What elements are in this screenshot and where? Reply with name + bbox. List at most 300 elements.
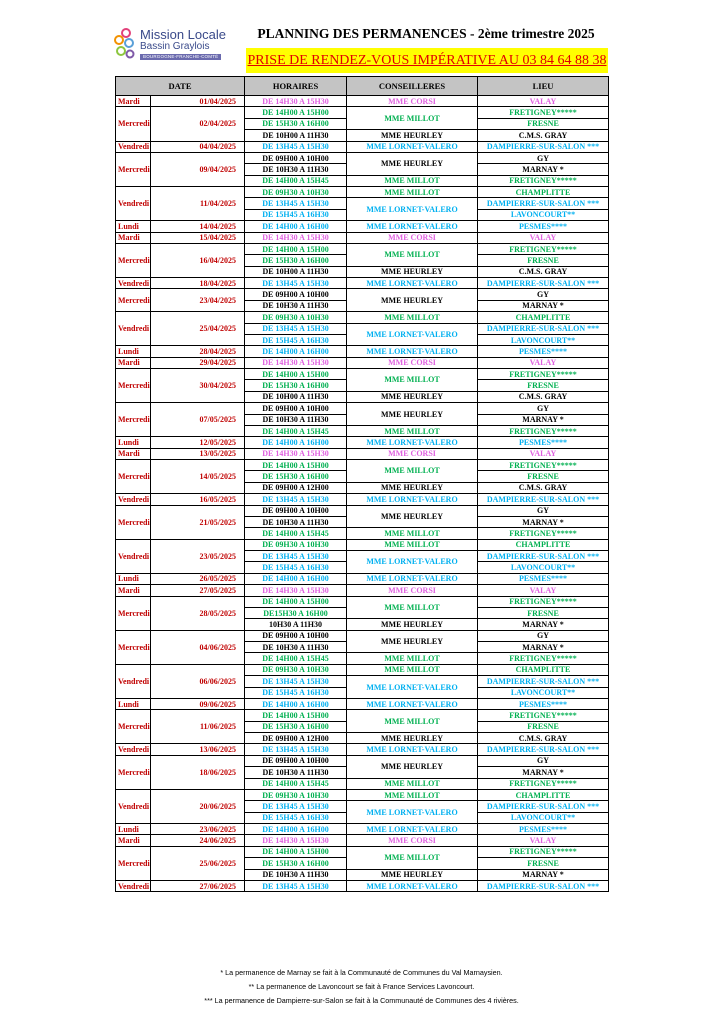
date-cell: 24/06/2025 [151,835,245,846]
day-cell: Vendredi [116,187,151,221]
counselor-cell: MME MILLOT [347,846,478,869]
hours-cell: DE 10H00 A 11H30 [245,266,347,277]
hours-cell: DE 09H00 A 12H00 [245,482,347,493]
day-cell: Lundi [116,346,151,357]
hours-cell: DE 15H30 A 16H00 [245,721,347,732]
day-cell: Vendredi [116,278,151,289]
logo-region: BOURGOGNE-FRANCHE-COMTÉ [140,54,221,60]
schedule-table [115,76,609,892]
location-cell: FRETIGNEY***** [478,425,609,436]
hours-cell: DE 14H00 A 16H00 [245,698,347,709]
location-cell: FRETIGNEY***** [478,243,609,254]
table-row [116,505,609,516]
counselor-cell: MME HEURLEY [347,755,478,778]
location-cell: DAMPIERRE-SUR-SALON *** [478,880,609,891]
table-row [116,107,609,118]
day-cell: Vendredi [116,312,151,346]
location-cell: CHAMPLITTE [478,789,609,800]
counselor-cell: MME MILLOT [347,528,478,539]
table-row [116,312,609,323]
hours-cell: DE 09H00 A 10H00 [245,755,347,766]
counselor-cell: MME LORNET-VALERO [347,141,478,152]
date-cell: 18/04/2025 [151,278,245,289]
table-row [116,448,609,459]
location-cell: PESMES**** [478,698,609,709]
date-cell: 28/05/2025 [151,596,245,630]
location-cell: VALAY [478,357,609,368]
location-cell: VALAY [478,448,609,459]
hours-cell: DE 09H00 A 10H00 [245,152,347,163]
day-cell: Mercredi [116,630,151,664]
counselor-cell: MME CORSI [347,835,478,846]
location-cell: DAMPIERRE-SUR-SALON *** [478,323,609,334]
hours-cell: DE 13H45 A 15H30 [245,551,347,562]
table-row [116,710,609,721]
counselor-cell: MME MILLOT [347,778,478,789]
hours-cell: DE 13H45 A 15H30 [245,801,347,812]
hours-cell: DE 14H00 A 16H00 [245,221,347,232]
day-cell: Vendredi [116,664,151,698]
location-cell: PESMES**** [478,221,609,232]
table-row [116,880,609,891]
location-cell: PESMES**** [478,346,609,357]
hours-cell: DE 09H00 A 10H00 [245,403,347,414]
counselor-cell: MME LORNET-VALERO [347,494,478,505]
hours-cell: DE 13H45 A 15H30 [245,198,347,209]
date-cell: 23/06/2025 [151,824,245,835]
table-row [116,596,609,607]
counselor-cell: MME MILLOT [347,175,478,186]
hours-cell: DE 14H00 A 15H00 [245,369,347,380]
counselor-cell: MME LORNET-VALERO [347,346,478,357]
footnote: ** La permanence de Lavoncourt se fait à France Services Lavoncourt. [248,982,475,991]
day-cell: Mercredi [116,243,151,277]
location-cell: PESMES**** [478,573,609,584]
hours-cell: DE 15H30 A 16H00 [245,858,347,869]
location-cell: LAVONCOURT** [478,687,609,698]
logo-subtitle: Bassin Graylois [140,41,210,52]
location-cell: C.M.S. GRAY [478,130,609,141]
location-cell: LAVONCOURT** [478,562,609,573]
day-cell: Mardi [116,232,151,243]
table-row [116,278,609,289]
hours-cell: DE 14H00 A 15H00 [245,243,347,254]
day-cell: Mercredi [116,460,151,494]
date-cell: 06/06/2025 [151,664,245,698]
date-cell: 30/04/2025 [151,369,245,403]
counselor-cell: MME HEURLEY [347,130,478,141]
hours-cell: DE 14H30 A 15H30 [245,835,347,846]
day-cell: Mercredi [116,505,151,539]
hours-cell: DE 15H45 A 16H30 [245,562,347,573]
hours-cell: DE 10H00 A 11H30 [245,391,347,402]
hours-cell: DE 10H30 A 11H30 [245,869,347,880]
day-cell: Mercredi [116,107,151,141]
hours-cell: DE 10H30 A 11H30 [245,642,347,653]
hours-cell: DE 14H00 A 15H00 [245,460,347,471]
hours-cell: DE 13H45 A 15H30 [245,494,347,505]
location-cell: FRESNE [478,380,609,391]
location-cell: GY [478,289,609,300]
location-cell: LAVONCOURT** [478,209,609,220]
counselor-cell: MME MILLOT [347,710,478,733]
counselor-cell: MME MILLOT [347,187,478,198]
table-row [116,494,609,505]
day-cell: Vendredi [116,494,151,505]
location-cell: FRESNE [478,858,609,869]
location-cell: DAMPIERRE-SUR-SALON *** [478,744,609,755]
day-cell: Mardi [116,357,151,368]
location-cell: DAMPIERRE-SUR-SALON *** [478,676,609,687]
header-conseilleres: CONSEILLERES [347,77,478,96]
hours-cell: DE 15H45 A 16H30 [245,812,347,823]
counselor-cell: MME HEURLEY [347,869,478,880]
table-row [116,585,609,596]
table-row [116,824,609,835]
hours-cell: DE 09H30 A 10H30 [245,187,347,198]
location-cell: MARNAY * [478,164,609,175]
hours-cell: DE 13H45 A 15H30 [245,323,347,334]
date-cell: 16/05/2025 [151,494,245,505]
location-cell: VALAY [478,96,609,107]
day-cell: Mercredi [116,403,151,437]
hours-cell: DE 10H30 A 11H30 [245,767,347,778]
counselor-cell: MME MILLOT [347,789,478,800]
hours-cell: DE 10H30 A 11H30 [245,516,347,527]
table-row [116,755,609,766]
hours-cell: DE 14H00 A 15H45 [245,653,347,664]
counselor-cell: MME LORNET-VALERO [347,551,478,574]
hours-cell: DE 09H30 A 10H30 [245,539,347,550]
counselor-cell: MME MILLOT [347,312,478,323]
table-row [116,221,609,232]
table-row [116,403,609,414]
hours-cell: DE 09H00 A 10H00 [245,289,347,300]
hours-cell: DE 13H45 A 15H30 [245,880,347,891]
day-cell: Vendredi [116,141,151,152]
counselor-cell: MME LORNET-VALERO [347,801,478,824]
table-row [116,96,609,107]
counselor-cell: MME HEURLEY [347,289,478,312]
hours-cell: DE 10H00 A 11H30 [245,130,347,141]
location-cell: GY [478,505,609,516]
date-cell: 14/05/2025 [151,460,245,494]
hours-cell: DE 13H45 A 15H30 [245,676,347,687]
hours-cell: DE 14H00 A 16H00 [245,824,347,835]
location-cell: C.M.S. GRAY [478,482,609,493]
table-row [116,289,609,300]
location-cell: CHAMPLITTE [478,664,609,675]
date-cell: 02/04/2025 [151,107,245,141]
day-cell: Mercredi [116,710,151,744]
location-cell: FRETIGNEY***** [478,653,609,664]
counselor-cell: MME MILLOT [347,460,478,483]
day-cell: Vendredi [116,744,151,755]
date-cell: 27/06/2025 [151,880,245,891]
hours-cell: DE 14H00 A 16H00 [245,573,347,584]
counselor-cell: MME LORNET-VALERO [347,744,478,755]
location-cell: CHAMPLITTE [478,539,609,550]
date-cell: 14/04/2025 [151,221,245,232]
counselor-cell: MME MILLOT [347,425,478,436]
hours-cell: DE 14H00 A 15H45 [245,175,347,186]
date-cell: 01/04/2025 [151,96,245,107]
date-cell: 25/06/2025 [151,846,245,880]
date-cell: 11/04/2025 [151,187,245,221]
date-cell: 23/04/2025 [151,289,245,312]
hours-cell: DE 14H30 A 15H30 [245,357,347,368]
day-cell: Mardi [116,448,151,459]
schedule-body [116,96,609,892]
location-cell: VALAY [478,585,609,596]
footnotes [115,966,608,1008]
day-cell: Mardi [116,96,151,107]
location-cell: FRESNE [478,471,609,482]
counselor-cell: MME HEURLEY [347,630,478,653]
location-cell: DAMPIERRE-SUR-SALON *** [478,551,609,562]
hours-cell: DE15H30 A 16H00 [245,607,347,618]
day-cell: Mercredi [116,152,151,186]
location-cell: FRETIGNEY***** [478,778,609,789]
date-cell: 28/04/2025 [151,346,245,357]
counselor-cell: MME MILLOT [347,243,478,266]
table-row [116,698,609,709]
day-cell: Vendredi [116,539,151,573]
location-cell: GY [478,630,609,641]
date-cell: 13/05/2025 [151,448,245,459]
day-cell: Lundi [116,573,151,584]
hours-cell: DE 15H30 A 16H00 [245,118,347,129]
day-cell: Mercredi [116,846,151,880]
counselor-cell: MME MILLOT [347,664,478,675]
hours-cell: DE 14H30 A 15H30 [245,585,347,596]
date-cell: 18/06/2025 [151,755,245,789]
day-cell: Lundi [116,698,151,709]
date-cell: 13/06/2025 [151,744,245,755]
location-cell: MARNAY * [478,642,609,653]
header-lieu: LIEU [478,77,609,96]
hours-cell: DE 10H30 A 11H30 [245,164,347,175]
hours-cell: DE 09H30 A 10H30 [245,312,347,323]
location-cell: GY [478,403,609,414]
counselor-cell: MME MILLOT [347,107,478,130]
counselor-cell: MME CORSI [347,448,478,459]
date-cell: 04/06/2025 [151,630,245,664]
table-row [116,232,609,243]
counselor-cell: MME MILLOT [347,653,478,664]
counselor-cell: MME LORNET-VALERO [347,676,478,699]
location-cell: FRESNE [478,118,609,129]
hours-cell: DE 13H45 A 15H30 [245,744,347,755]
location-cell: FRESNE [478,721,609,732]
location-cell: GY [478,152,609,163]
location-cell: VALAY [478,835,609,846]
table-row [116,846,609,857]
hours-cell: DE 15H45 A 16H30 [245,209,347,220]
counselor-cell: MME HEURLEY [347,505,478,528]
date-cell: 09/04/2025 [151,152,245,186]
counselor-cell: MME HEURLEY [347,403,478,426]
counselor-cell: MME LORNET-VALERO [347,437,478,448]
hours-cell: DE 14H30 A 15H30 [245,96,347,107]
day-cell: Mercredi [116,596,151,630]
hours-cell: DE 10H30 A 11H30 [245,300,347,311]
hours-cell: DE 14H00 A 16H00 [245,346,347,357]
location-cell: MARNAY * [478,300,609,311]
counselor-cell: MME LORNET-VALERO [347,880,478,891]
location-cell: DAMPIERRE-SUR-SALON *** [478,278,609,289]
location-cell: C.M.S. GRAY [478,391,609,402]
mission-locale-logo [112,24,242,68]
table-row [116,437,609,448]
location-cell: C.M.S. GRAY [478,733,609,744]
logo-mark-icon [112,26,138,62]
hours-cell: DE 14H00 A 15H45 [245,778,347,789]
date-cell: 26/05/2025 [151,573,245,584]
counselor-cell: MME MILLOT [347,369,478,392]
hours-cell: DE 15H30 A 16H00 [245,471,347,482]
hours-cell: DE 14H30 A 15H30 [245,232,347,243]
day-cell: Mardi [116,835,151,846]
footnote: *** La permanence de Dampierre-sur-Salon se fait à la Communauté de Communes des 4 rivières. [204,996,519,1005]
counselor-cell: MME LORNET-VALERO [347,198,478,221]
location-cell: FRESNE [478,255,609,266]
hours-cell: DE 14H00 A 15H00 [245,107,347,118]
hours-cell: DE 13H45 A 15H30 [245,141,347,152]
day-cell: Lundi [116,221,151,232]
table-row [116,630,609,641]
location-cell: DAMPIERRE-SUR-SALON *** [478,198,609,209]
hours-cell: DE 14H30 A 15H30 [245,448,347,459]
date-cell: 27/05/2025 [151,585,245,596]
location-cell: CHAMPLITTE [478,312,609,323]
location-cell: MARNAY * [478,869,609,880]
hours-cell: DE 15H45 A 16H30 [245,334,347,345]
date-cell: 04/04/2025 [151,141,245,152]
date-cell: 21/05/2025 [151,505,245,539]
day-cell: Mercredi [116,289,151,312]
hours-cell: DE 09H00 A 10H00 [245,630,347,641]
location-cell: MARNAY * [478,516,609,527]
header-date: DATE [116,77,245,96]
hours-cell: DE 14H00 A 15H00 [245,710,347,721]
hours-cell: DE 15H45 A 16H30 [245,687,347,698]
table-row [116,187,609,198]
location-cell: PESMES**** [478,824,609,835]
location-cell: CHAMPLITTE [478,187,609,198]
location-cell: FRETIGNEY***** [478,369,609,380]
table-row [116,789,609,800]
location-cell: DAMPIERRE-SUR-SALON *** [478,801,609,812]
date-cell: 29/04/2025 [151,357,245,368]
location-cell: FRETIGNEY***** [478,528,609,539]
counselor-cell: MME CORSI [347,96,478,107]
day-cell: Vendredi [116,880,151,891]
location-cell: MARNAY * [478,414,609,425]
hours-cell: DE 09H00 A 12H00 [245,733,347,744]
date-cell: 09/06/2025 [151,698,245,709]
footnote: * La permanence de Marnay se fait à la Communauté de Communes du Val Marnaysien. [220,968,503,977]
location-cell: MARNAY * [478,619,609,630]
counselor-cell: MME LORNET-VALERO [347,824,478,835]
counselor-cell: MME LORNET-VALERO [347,573,478,584]
table-row [116,460,609,471]
page-title: PLANNING DES PERMANENCES - 2ème trimestre 2025 [257,26,595,41]
counselor-cell: MME MILLOT [347,596,478,619]
date-cell: 20/06/2025 [151,789,245,823]
hours-cell: DE 14H00 A 16H00 [245,437,347,448]
location-cell: LAVONCOURT** [478,812,609,823]
table-row [116,346,609,357]
table-row [116,357,609,368]
hours-cell: DE 14H00 A 15H00 [245,596,347,607]
location-cell: FRETIGNEY***** [478,460,609,471]
location-cell: DAMPIERRE-SUR-SALON *** [478,494,609,505]
hours-cell: DE 13H45 A 15H30 [245,278,347,289]
location-cell: LAVONCOURT** [478,334,609,345]
counselor-cell: MME MILLOT [347,539,478,550]
location-cell: FRESNE [478,607,609,618]
hours-cell: DE 10H30 A 11H30 [245,414,347,425]
day-cell: Lundi [116,824,151,835]
location-cell: FRETIGNEY***** [478,596,609,607]
location-cell: FRETIGNEY***** [478,175,609,186]
hours-cell: DE 14H00 A 15H45 [245,528,347,539]
location-cell: DAMPIERRE-SUR-SALON *** [478,141,609,152]
location-cell: PESMES**** [478,437,609,448]
table-row [116,141,609,152]
location-cell: FRETIGNEY***** [478,107,609,118]
counselor-cell: MME LORNET-VALERO [347,323,478,346]
counselor-cell: MME HEURLEY [347,619,478,630]
counselor-cell: MME LORNET-VALERO [347,221,478,232]
location-cell: GY [478,755,609,766]
location-cell: FRETIGNEY***** [478,846,609,857]
hours-cell: DE 14H00 A 15H00 [245,846,347,857]
counselor-cell: MME HEURLEY [347,391,478,402]
day-cell: Vendredi [116,789,151,823]
logo-title: Mission Locale [140,27,226,42]
counselor-cell: MME HEURLEY [347,482,478,493]
date-cell: 15/04/2025 [151,232,245,243]
header-horaires: HORAIRES [245,77,347,96]
counselor-cell: MME HEURLEY [347,152,478,175]
date-cell: 12/05/2025 [151,437,245,448]
table-row [116,835,609,846]
table-row [116,539,609,550]
date-cell: 11/06/2025 [151,710,245,744]
table-row [116,744,609,755]
table-row [116,573,609,584]
counselor-cell: MME LORNET-VALERO [347,278,478,289]
hours-cell: DE 15H30 A 16H00 [245,380,347,391]
table-row [116,152,609,163]
location-cell: VALAY [478,232,609,243]
day-cell: Mardi [116,585,151,596]
hours-cell: DE 14H00 A 15H45 [245,425,347,436]
appointment-banner: PRISE DE RENDEZ-VOUS IMPÉRATIVE AU 03 84 64 88 38 [246,48,608,73]
counselor-cell: MME HEURLEY [347,733,478,744]
location-cell: C.M.S. GRAY [478,266,609,277]
date-cell: 16/04/2025 [151,243,245,277]
date-cell: 07/05/2025 [151,403,245,437]
table-header-row [116,77,609,96]
day-cell: Mercredi [116,369,151,403]
hours-cell: DE 09H30 A 10H30 [245,664,347,675]
counselor-cell: MME CORSI [347,585,478,596]
table-row [116,243,609,254]
counselor-cell: MME LORNET-VALERO [347,698,478,709]
